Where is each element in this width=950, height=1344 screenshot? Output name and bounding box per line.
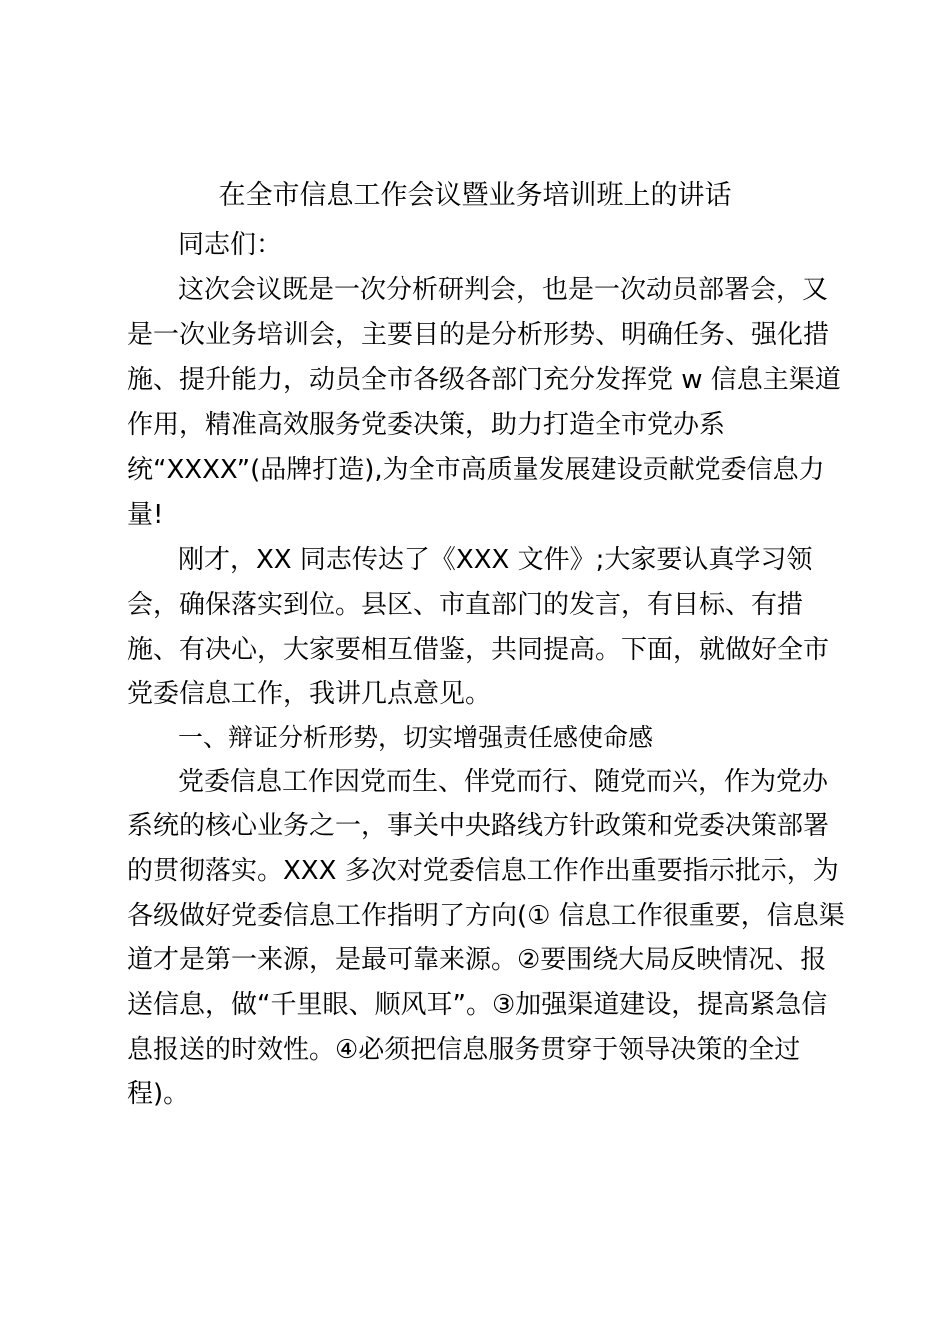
body-line: 党委信息工作因党而生、伴党而行、随党而兴，作为党办 — [178, 767, 829, 797]
body-line: 道才是第一来源，是最可靠来源。②要围绕大局反映情况、报 — [127, 945, 827, 975]
body-line: 程)。 — [127, 1079, 190, 1109]
body-line: 施、有决心，大家要相互借鉴，共同提高。下面，就做好全市 — [127, 635, 830, 665]
body-line: 刚才，XX 同志传达了《XXX 文件》;大家要认真学习领 — [178, 545, 813, 575]
body-line: 是一次业务培训会，主要目的是分析形势、明确任务、强化措 — [127, 320, 830, 350]
body-line: 量! — [127, 500, 164, 530]
body-line: 党委信息工作，我讲几点意见。 — [127, 679, 492, 709]
body-line: 会，确保落实到位。县区、市直部门的发言，有目标、有措 — [127, 590, 804, 620]
body-line: 系统的核心业务之一，事关中央路线方针政策和党委决策部署 — [127, 811, 830, 841]
body-line: 各级做好党委信息工作指明了方向(① 信息工作很重要，信息渠 — [127, 901, 845, 931]
body-line: 统“XXXX”(品牌打造),为全市高质量发展建设贡献党委信息力 — [127, 455, 825, 485]
body-line: 息报送的时效性。④必须把信息服务贯穿于领导决策的全过 — [127, 1035, 801, 1065]
section-heading: 一、辩证分析形势，切实增强责任感使命感 — [178, 723, 654, 752]
body-line: 作用，精准高效服务党委决策，助力打造全市党办系 — [127, 410, 726, 440]
salutation: 同志们： — [178, 230, 283, 260]
body-line: 施、提升能力，动员全市各级各部门充分发挥党 w 信息主渠道 — [127, 365, 841, 395]
body-line: 这次会议既是一次分析研判会，也是一次动员部署会，又 — [178, 275, 829, 305]
document-title: 在全市信息工作会议暨业务培训班上的讲话 — [218, 180, 732, 211]
body-line: 送信息，做“千里眼、顺风耳”。③加强渠道建设，提高紧急信 — [127, 990, 828, 1020]
body-line: 的贯彻落实。XXX 多次对党委信息工作作出重要指示批示，为 — [127, 856, 839, 886]
